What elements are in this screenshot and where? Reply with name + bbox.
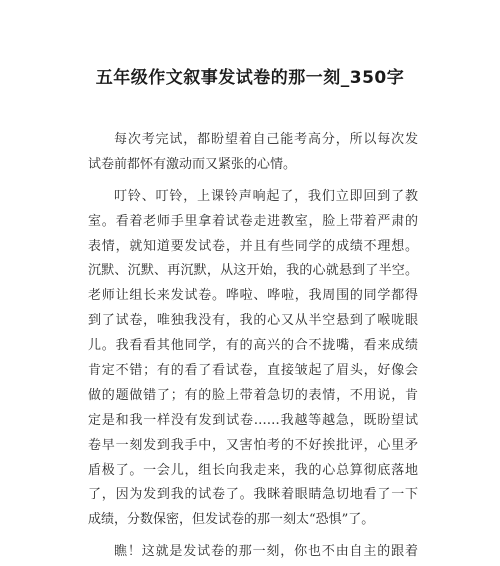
text-line: 盾极了。一会儿，组长向我走来，我的心总算彻底落地 (88, 462, 418, 478)
document-body (88, 128, 418, 565)
text-line: 老师让组长来发试卷。哗啦、哗啦，我周围的同学都得 (88, 288, 418, 304)
paragraph (88, 128, 418, 178)
text-line: 瞧！这就是发试卷的那一刻，你也不由自主的跟着 (114, 544, 418, 560)
paragraph (88, 185, 418, 533)
text-line: 儿。我看看其他同学，有的高兴的合不拢嘴，看来成绩 (88, 338, 418, 354)
text-line: 肯定不错；有的看了看试卷，直接皱起了眉头，好像会 (88, 363, 418, 379)
text-line: 叮铃、叮铃，上课铃声响起了，我们立即回到了教 (114, 188, 418, 204)
text-line: 室。看着老师手里拿着试卷走进教室，脸上带着严肃的 (88, 213, 418, 229)
text-line: 表情，就知道要发试卷，并且有些同学的成绩不理想。 (88, 238, 418, 254)
text-line: 每次考完试，都盼望着自己能考高分，所以每次发 (114, 132, 418, 147)
text-line: 了，因为发到我的试卷了。我眯着眼睛急切地看了一下 (88, 487, 418, 503)
text-line: 做的题做错了；有的脸上带着急切的表情，不用说，肯 (88, 387, 418, 403)
text-line: 沉默、沉默、再沉默，从这开始，我的心就悬到了半空。 (88, 263, 418, 279)
text-line: 卷早一刻发到我手中，又害怕考的不好挨批评，心里矛 (88, 437, 418, 453)
text-line: 到了试卷，唯独我没有，我的心又从半空悬到了喉咙眼 (88, 313, 418, 329)
paragraph (88, 540, 418, 565)
text-line: 试卷前都怀有激动而又紧张的心情。 (88, 156, 297, 172)
text-line: 定是和我一样没有发到试卷……我越等越急，既盼望试 (88, 412, 418, 428)
text-line: 成绩，分数保密，但发试卷的那一刻太“恐惧”了。 (88, 512, 375, 528)
document-title: 五年级作文叙事发试卷的那一刻_350字 (95, 68, 405, 88)
